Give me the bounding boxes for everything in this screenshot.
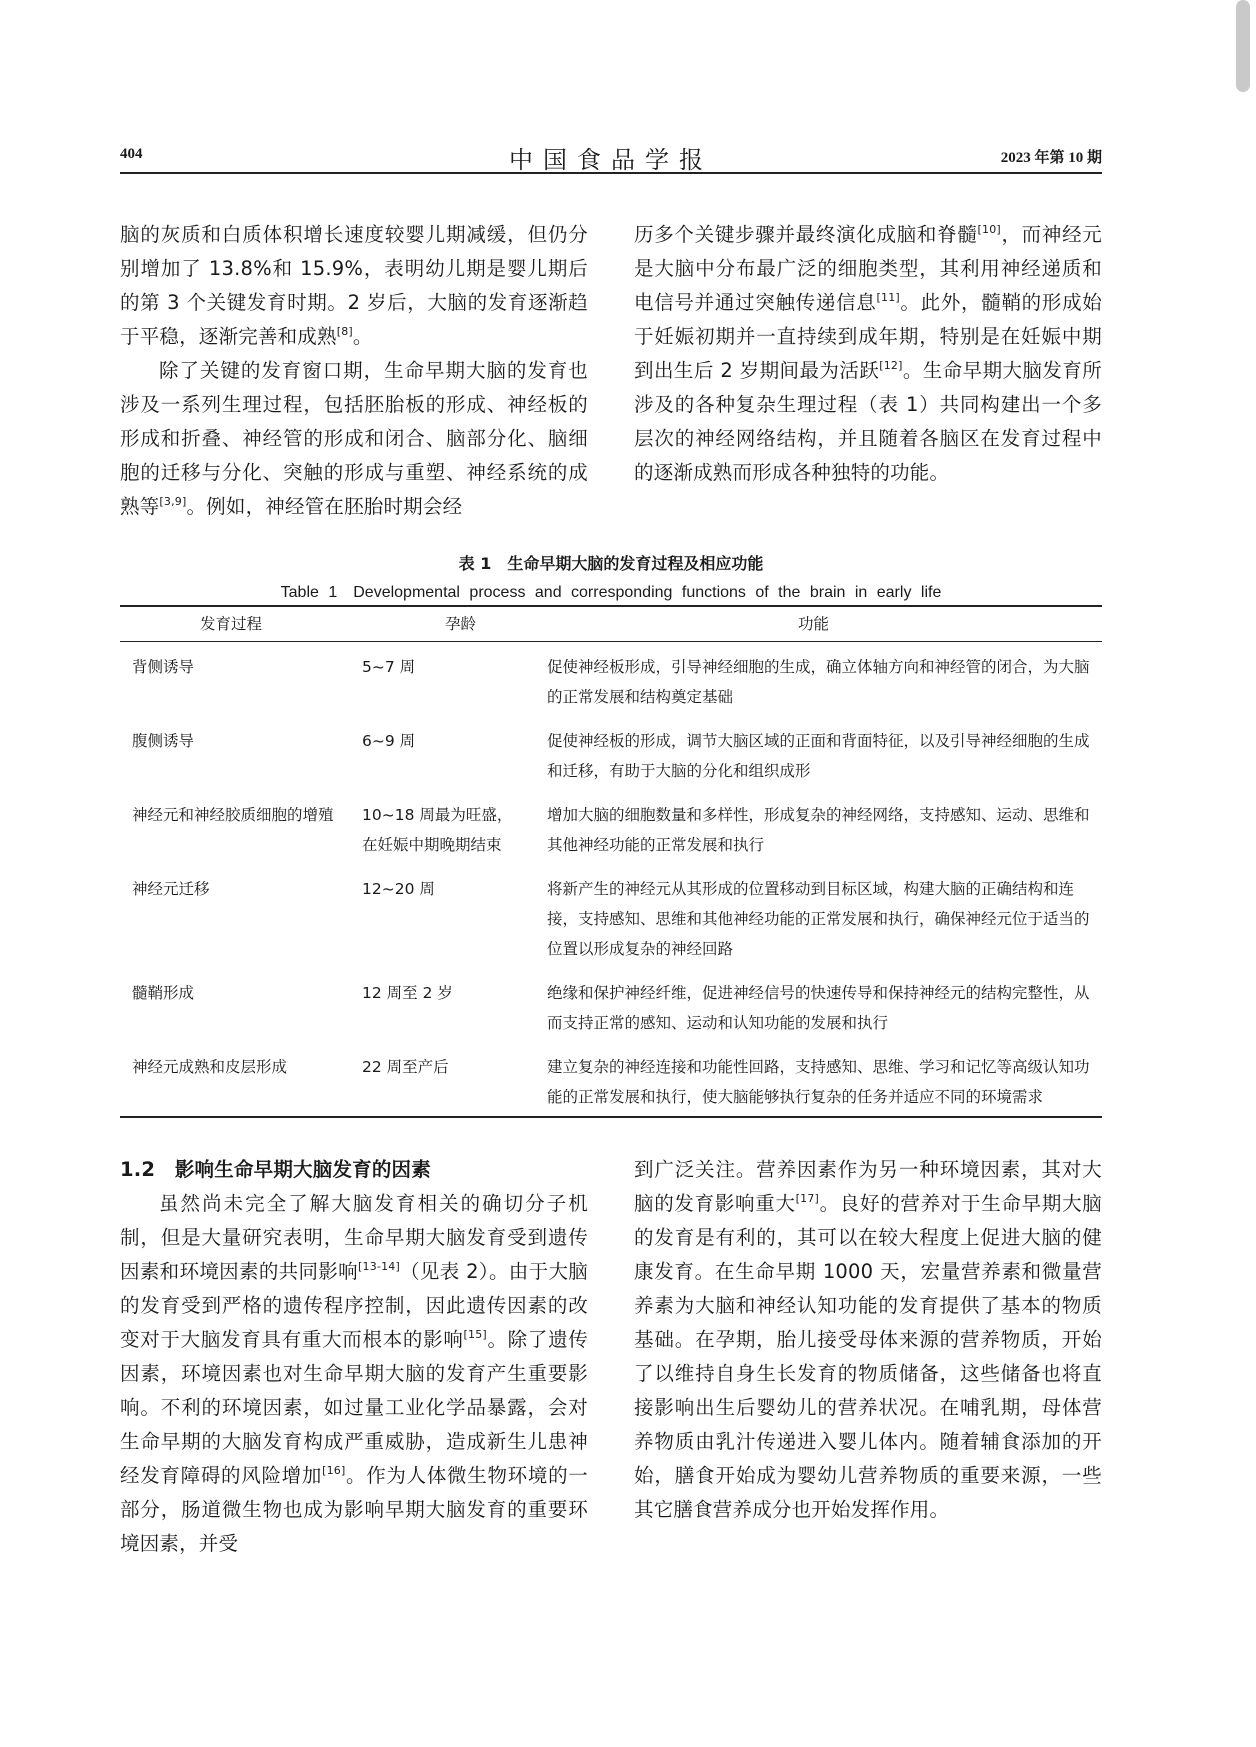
page-number: 404 [120,146,143,162]
scrollbar-thumb[interactable] [1236,0,1250,92]
citation: [12] [879,358,903,372]
table-row [120,790,1102,864]
cell-stage: 神经元迁移 [132,880,210,898]
table-row [120,1042,1102,1117]
cell-function: 绝缘和保护神经纤维，促进神经信号的快速传导和保持神经元的结构完整性，从而支持正常的感知、运动和认知功能的发展和执行 [547,984,1090,1032]
journal-title: 中国食品学报 [509,146,713,174]
citation: [16] [322,1463,346,1477]
paragraph: 虽然尚未完全了解大脑发育相关的确切分子机制，但是大量研究表明，生命早期大脑发育受到遗传因素和环境因素的共同影响[13-14]（见表 2）。由于大脑的发育受到严格的遗传程序控制，因此遗传因素的改变对于大脑发育具有重大而根本的影响[15]。除了遗传因素，环境因素也对生命早期大脑的发育产生重要影响。不利的环境因素，如过量工业化学品暴露，会对生命早期的大脑发育构成严重威胁，造成新生儿患神经发育障碍的风险增加[16]。作为人体微生物环境的一部分，肠道微生物也成为影响早期大脑发育的重要环境因素，并受 [120,1192,588,1555]
text-column-bottom-right [634,1153,1102,1527]
column-header-age: 孕龄 [445,615,477,633]
citation: [11] [876,290,900,304]
cell-function: 将新产生的神经元从其形成的位置移动到目标区域，构建大脑的正确结构和连接，支持感知、思维和其他神经功能的正常发展和执行，确保神经元位于适当的位置以形成复杂的神经回路 [547,880,1090,958]
cell-age: 10~18 周最为旺盛，在妊娠中期晚期结束 [362,806,513,854]
text-column-top-left [120,218,588,524]
table-header-row [120,606,1102,642]
cell-stage: 背侧诱导 [132,658,195,676]
text-column-top-right [634,218,1102,490]
cell-age: 5~7 周 [362,658,416,676]
cell-stage: 神经元成熟和皮层形成 [132,1058,288,1076]
table-row [120,642,1102,717]
column-header-stage: 发育过程 [200,615,263,633]
cell-stage: 神经元和神经胶质细胞的增殖 [132,806,334,824]
issue-label: 2023 年第 10 期 [1000,150,1102,166]
section-heading: 1.2 影响生命早期大脑发育的因素 [120,1158,431,1181]
page-header [120,140,1102,174]
cell-age: 12 周至 2 岁 [362,984,453,1002]
paragraph: 除了关键的发育窗口期，生命早期大脑的发育也涉及一系列生理过程，包括胚胎板的形成、神经板的形成和折叠、神经管的形成和闭合、脑部分化、脑细胞的迁移与分化、突触的形成与重塑、神经系统的成熟等[3,9]。例如，神经管在胚胎时期会经 [120,359,588,518]
paragraph: 脑的灰质和白质体积增长速度较婴儿期减缓，但仍分别增加了 13.8%和 15.9%，表明幼儿期是婴儿期后的第 3 个关键发育时期。2 岁后，大脑的发育逐渐趋于平稳，逐渐完善和成熟[8]。 [120,223,588,348]
cell-function: 促使神经板形成，引导神经细胞的生成，确立体轴方向和神经管的闭合，为大脑的正常发展和结构奠定基础 [547,658,1090,706]
citation: [13-14] [358,1259,400,1273]
development-table [120,605,1102,1118]
cell-function: 增加大脑的细胞数量和多样性，形成复杂的神经网络，支持感知、运动、思维和其他神经功能的正常发展和执行 [547,806,1090,854]
citation: [8] [336,324,353,338]
paragraph: 到广泛关注。营养因素作为另一种环境因素，其对大脑的发育影响重大[17]。良好的营养对于生命早期大脑的发育是有利的，其可以在较大程度上促进大脑的健康发育。在生命早期 1000 天，宏量营养素和微量营养素为大脑和神经认知功能的发育提供了基本的物质基础。在孕期，胎儿接受母体来源的营养物质，开始了以维持自身生长发育的物质储备，这些储备也将直接影响出生后婴幼儿的营养状况。在哺乳期，母体营养物质由乳汁传递进入婴儿体内。随着辅食添加的开始，膳食开始成为婴幼儿营养物质的重要来源，一些其它膳食营养成分也开始发挥作用。 [634,1158,1102,1521]
citation: [10] [977,222,1001,236]
cell-function: 促使神经板的形成，调节大脑区域的正面和背面特征，以及引导神经细胞的生成和迁移，有助于大脑的分化和组织成形 [547,732,1090,780]
cell-function: 建立复杂的神经连接和功能性回路，支持感知、思维、学习和记忆等高级认知功能的正常发展和执行，使大脑能够执行复杂的任务并适应不同的环境需求 [547,1058,1090,1106]
cell-stage: 腹侧诱导 [132,732,195,750]
cell-stage: 髓鞘形成 [132,984,195,1002]
column-header-function: 功能 [797,615,829,633]
citation: [3,9] [159,494,187,508]
table-caption-cn: 表 1 生命早期大脑的发育过程及相应功能 [458,554,764,573]
citation: [15] [463,1327,487,1341]
paragraph: 历多个关键步骤并最终演化成脑和脊髓[10]，而神经元是大脑中分布最广泛的细胞类型，其利用神经递质和电信号并通过突触传递信息[11]。此外，髓鞘的形成始于妊娠初期并一直持续到成年期，特别是在妊娠中期到出生后 2 岁期间最为活跃[12]。生命早期大脑发育所涉及的各种复杂生理过程（表 1）共同构建出一个多层次的神经网络结构，并且随着各脑区在发育过程中的逐渐成熟而形成各种独特的功能。 [634,222,1102,484]
text-column-bottom-left [120,1153,588,1561]
table-row [120,864,1102,968]
cell-age: 12~20 周 [362,880,435,898]
table-row [120,716,1102,790]
cell-age: 22 周至产后 [362,1058,449,1076]
table-caption-en: Table 1 Developmental process and corresponding functions of the brain in early life [280,584,942,601]
citation: [17] [795,1191,820,1205]
table-row [120,968,1102,1042]
cell-age: 6~9 周 [362,732,416,750]
